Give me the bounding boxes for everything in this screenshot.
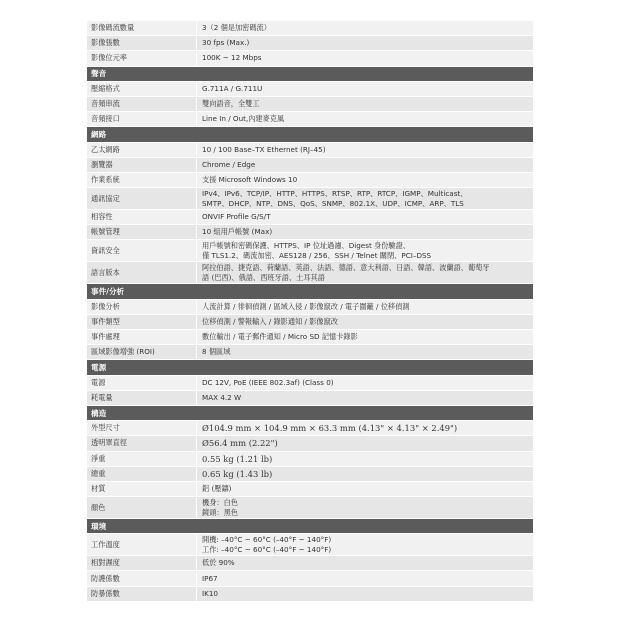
spec-value	[196, 345, 533, 359]
spec-label: 耗電量	[91, 392, 113, 402]
spec-label: 音頻串流	[91, 99, 120, 109]
spec-value	[196, 82, 533, 96]
spec-value-line: 用戶帳號和密碼保護、HTTPS、IP 位址過濾、Digest 身份驗證、	[202, 240, 410, 250]
spec-label: 事件處理	[91, 332, 120, 342]
spec-label: 材質	[91, 483, 106, 493]
section-header: 事件/分析	[87, 284, 533, 299]
spec-value	[196, 143, 533, 157]
spec-value-line: 位移偵測 / 警報輸入 / 錄影通知 / 影像竄改	[202, 316, 338, 326]
spec-value-line: Chrome / Edge	[202, 159, 256, 169]
spec-label: 壓縮格式	[91, 83, 120, 93]
spec-row	[87, 143, 533, 158]
spec-row	[87, 21, 533, 36]
spec-label: 作業系統	[91, 174, 120, 184]
spec-label: 通訊協定	[91, 193, 120, 203]
spec-value-line: 雙向語音，全雙工	[202, 99, 260, 109]
spec-value	[196, 315, 533, 329]
spec-row	[87, 467, 533, 482]
spec-value-line: IK10	[202, 588, 218, 598]
spec-label: 瀏覽器	[91, 159, 113, 169]
spec-value-line: 開機: –40°C ~ 60°C (–40°F ~ 140°F)	[202, 534, 332, 544]
section-header: 網路	[87, 127, 533, 142]
spec-label: 事件類型	[91, 316, 120, 326]
spec-value	[196, 225, 533, 239]
spec-value	[196, 376, 533, 390]
spec-row	[87, 534, 533, 556]
spec-label: 外型尺寸	[91, 423, 120, 433]
spec-row	[87, 315, 533, 330]
spec-value-line: MAX 4.2 W	[202, 392, 242, 402]
spec-value	[196, 467, 533, 481]
spec-row	[87, 376, 533, 391]
spec-row	[87, 436, 533, 451]
spec-row	[87, 482, 533, 497]
spec-row	[87, 587, 533, 602]
spec-value	[196, 497, 533, 518]
spec-value	[196, 330, 533, 344]
spec-value	[196, 36, 533, 50]
spec-value	[196, 556, 533, 570]
spec-label: 帳號管理	[91, 227, 120, 237]
spec-value	[196, 587, 533, 601]
spec-row	[87, 345, 533, 360]
spec-label: 影像張數	[91, 38, 120, 48]
spec-value	[196, 391, 533, 405]
spec-row	[87, 300, 533, 315]
spec-value	[196, 262, 533, 283]
spec-label: 防暴係數	[91, 588, 120, 598]
spec-value-line: 10 組用戶帳號 (Max)	[202, 227, 273, 237]
spec-value-line: 機身：白色	[202, 497, 238, 507]
spec-row	[87, 158, 533, 173]
spec-value-line: 僅 TLS1.2、碼流加密、AES128 / 256、SSH / Telnet 關閉、PCI–DSS	[202, 250, 432, 260]
spec-value-line: 0.55 kg (1.21 lb)	[202, 453, 273, 464]
spec-label: 淨重	[91, 453, 106, 463]
spec-row	[87, 452, 533, 467]
spec-row	[87, 240, 533, 262]
spec-row	[87, 210, 533, 225]
spec-value-line: 語 (巴西)、俄語、西班牙語、土耳其語	[202, 272, 325, 282]
spec-value-line: 8 個區域	[202, 347, 231, 357]
spec-value-line: 0.65 kg (1.43 lb)	[202, 468, 273, 479]
spec-label: 電源	[91, 377, 106, 387]
spec-row	[87, 82, 533, 97]
spec-value	[196, 158, 533, 172]
spec-value-line: 10 / 100 Base–TX Ethernet (RJ–45)	[202, 144, 326, 154]
spec-label: 防護係數	[91, 573, 120, 583]
spec-value-line: 阿拉伯語、捷克語、荷蘭語、英語、法語、德語、意大利語、日語、韓語、波蘭語、葡萄牙	[202, 262, 490, 272]
spec-value-line: DC 12V, PoE (IEEE 802.3af) (Class 0)	[202, 377, 334, 387]
spec-value	[196, 51, 533, 65]
spec-label: 音頻接口	[91, 114, 120, 124]
spec-label: 乙太網路	[91, 144, 120, 154]
spec-value-line: G.711A / G.711U	[202, 83, 263, 93]
spec-row	[87, 97, 533, 112]
spec-label: 資訊安全	[91, 245, 120, 255]
spec-table	[87, 21, 533, 602]
spec-label: 相對濕度	[91, 558, 120, 568]
spec-value-line: IPv4、IPv6、TCP/IP、HTTP、HTTPS、RTSP、RTP、RTCP、IGMP、Multicast、	[202, 188, 468, 198]
spec-value	[196, 571, 533, 585]
spec-row	[87, 225, 533, 240]
spec-row	[87, 262, 533, 284]
spec-row	[87, 112, 533, 127]
spec-value-line: 100K ~ 12 Mbps	[202, 53, 262, 63]
spec-value	[196, 21, 533, 35]
spec-label: 顏色	[91, 502, 106, 512]
spec-row	[87, 51, 533, 66]
spec-value-line: 30 fps (Max.)	[202, 38, 250, 48]
section-header: 聲音	[87, 67, 533, 82]
spec-row	[87, 36, 533, 51]
spec-value	[196, 210, 533, 224]
spec-row	[87, 421, 533, 436]
spec-value	[196, 421, 533, 435]
spec-value-line: 3（2 個是加密碼流）	[202, 23, 271, 33]
spec-value	[196, 300, 533, 314]
spec-value-line: Line In / Out,內建麥克風	[202, 114, 285, 124]
spec-label: 影像位元率	[91, 53, 127, 63]
spec-value-line: IP67	[202, 573, 218, 583]
spec-value-line: 鋁 (壓鑄)	[202, 483, 232, 493]
spec-row	[87, 173, 533, 188]
spec-label: 相容性	[91, 212, 113, 222]
spec-row	[87, 391, 533, 406]
spec-row	[87, 188, 533, 210]
spec-value-line: 支援 Microsoft Windows 10	[202, 174, 298, 184]
spec-value-line: 鏡頭：黑色	[202, 507, 238, 517]
spec-value-line: 工作: –40°C ~ 60°C (–40°F ~ 140°F)	[202, 544, 332, 554]
section-header: 電源	[87, 360, 533, 375]
spec-value-line: ONVIF Profile G/S/T	[202, 212, 271, 222]
spec-label: 語言版本	[91, 267, 120, 277]
spec-value	[196, 436, 533, 450]
spec-label: 透明罩直徑	[91, 438, 127, 448]
spec-value	[196, 240, 533, 261]
spec-value	[196, 173, 533, 187]
spec-value	[196, 97, 533, 111]
spec-value-line: Ø56.4 mm (2.22")	[202, 438, 278, 449]
spec-value-line: 人流計算 / 徘徊偵測 / 區域入侵 / 影像竄改 / 電子圍籬 / 位移偵測	[202, 301, 410, 311]
spec-row	[87, 556, 533, 571]
spec-value-line: 低於 90%	[202, 558, 235, 568]
spec-row	[87, 571, 533, 586]
spec-value	[196, 482, 533, 496]
spec-value-line: 數位輸出 / 電子郵件通知 / Micro SD 記憶卡錄影	[202, 332, 358, 342]
spec-value	[196, 188, 533, 209]
section-header: 環境	[87, 519, 533, 534]
spec-value-line: SMTP、DHCP、NTP、DNS、QoS、SNMP、802.1X、UDP、ICMP、ARP、TLS	[202, 198, 464, 208]
spec-value-line: Ø104.9 mm × 104.9 mm × 63.3 mm (4.13" × 4.13" × 2.49")	[202, 423, 458, 434]
section-header: 構造	[87, 406, 533, 421]
spec-label: 工作溫度	[91, 539, 120, 549]
spec-value	[196, 112, 533, 126]
spec-label: 影像分析	[91, 301, 120, 311]
spec-row	[87, 330, 533, 345]
spec-label: 區域影像增強 (ROI)	[91, 347, 155, 357]
spec-value	[196, 534, 533, 555]
spec-label: 總重	[91, 468, 106, 478]
spec-value	[196, 452, 533, 466]
spec-label: 影像碼流數量	[91, 23, 135, 33]
spec-row	[87, 497, 533, 519]
